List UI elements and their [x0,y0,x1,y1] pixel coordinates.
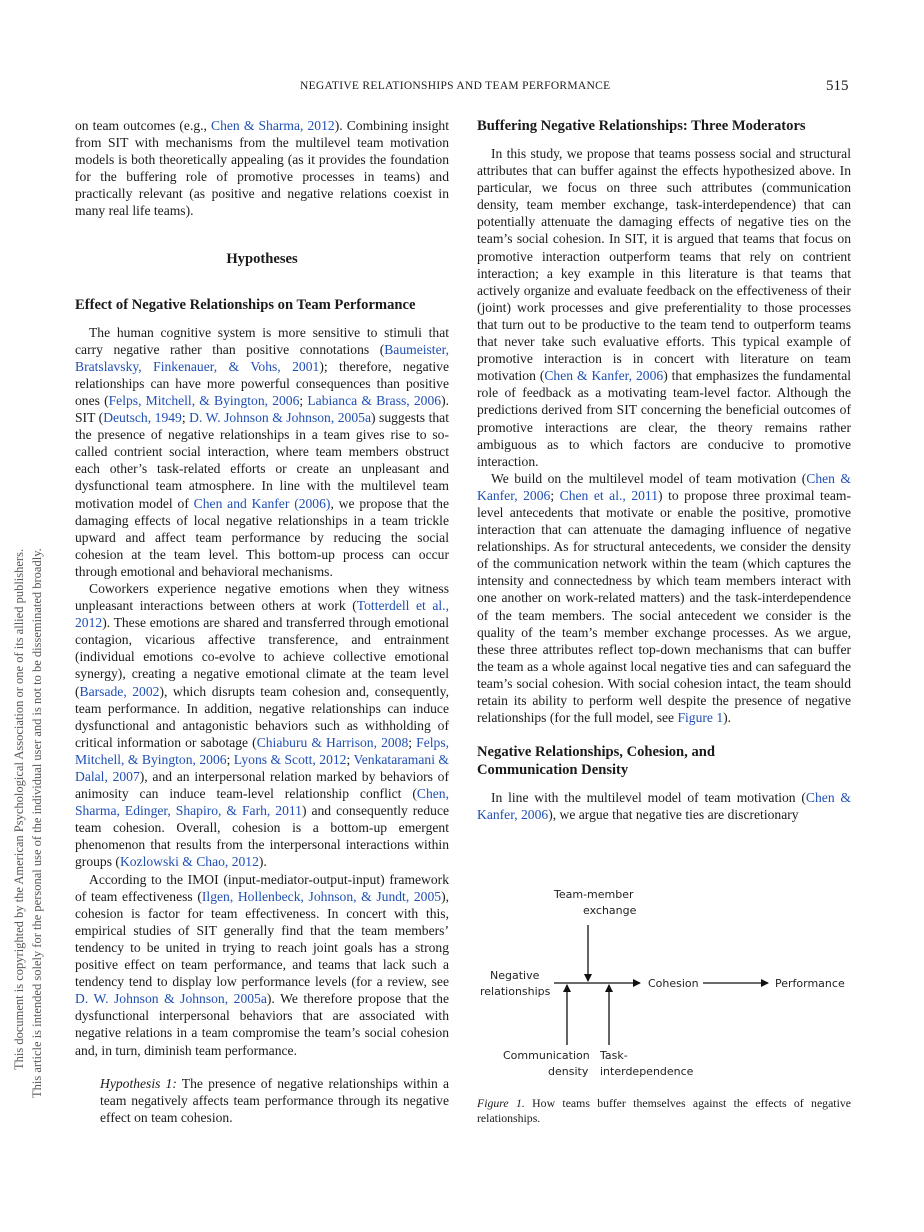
label-task-interdependence-line2: interdependence [600,1065,694,1078]
citation-link[interactable]: Deutsch, 1949 [103,410,182,426]
running-head: NEGATIVE RELATIONSHIPS AND TEAM PERFORMANCE [300,80,611,92]
citation-link[interactable]: Lyons & Scott, 2012 [233,751,347,767]
hypothesis-1 [75,1075,449,1126]
copyright-notice-line2: This article is intended solely for the personal use of the individual user and is not to be disseminated broadly. [30,548,44,1098]
heading-buffering-moderators: Buffering Negative Relationships: Three Moderators [477,118,806,134]
heading-cohesion-communication-density: Negative Relationships, Cohesion, and Communication Density [477,744,715,779]
heading-hypotheses: Hypotheses [226,250,298,267]
citation-link[interactable]: Kozlowski & Chao, 2012 [119,854,259,870]
paragraph-buffering-attributes: In this study, we propose that teams possess social and structural attributes that can buffer against the effects hypothesized above. In particular, we focus on three such attributes (communication density, team member exchange, task-interdependence) that can potentially attenuate the damaging effects of negative ties on the team’s social cohesion. In SIT, it is argued that teams that focus on promotive interaction outperform teams that rely on contrient interaction; a key example in this literature is that teams that actively organize and evaluate feedback on the effectiveness of their (joint) work processes and give preferentiality to those processes that turn out to be productive to the team tend to outperform teams that never take such evaluative efforts. This typical example of promotive interaction is in concert with literature on team motivation (Chen & Kanfer, 2006) that emphasizes the fundamental role of feedback as a motivating team-level factor. Although the predictions derived from SIT concerning the beneficial outcomes of promotive interactions are clear, the theory remains rather ambiguous as to which factors are conducive to promotive interaction. [477,146,852,469]
citation-link[interactable]: Baumeister, Bratslavsky, Finkenauer, & Vohs, 2001 [75,341,449,374]
label-task-interdependence-line1: Task- [600,1049,628,1062]
citation-link[interactable]: Labianca & Brass, 2006 [307,392,442,408]
paragraph-cognitive-system: The human cognitive system is more sensitive to stimuli that carry negative rather than positive connotations (Baumeister, Bratslavsky, Finkenauer, & Vohs, 2001); therefore, negative relationships can have more powerful consequences than positive ones (Felps, Mitchell, & Byington, 2006; Labianca & Brass, 2006). SIT (Deutsch, 1949; D. W. Johnson & Johnson, 2005a) suggests that the presence of negative relationships in a team gives rise to so-called contrient social interaction, where team members obstruct each other’s task-related efforts or create an unpleasant and dysfunctional team atmosphere. In line with the multilevel team motivation model of Chen and Kanfer (2006), we propose that the damaging effects of local negative relationships in a team trickle upward and affect team performance by reducing the social cohesion at the team level. This bottom-up process can occur through emotional and behavioral mechanisms. [75,324,449,579]
citation-link[interactable]: Barsade, 2002 [79,683,160,699]
citation-link[interactable]: Ilgen, Hollenbeck, Johnson, & Jundt, 2005 [201,888,442,904]
citation-link[interactable]: Chen, Sharma, Edinger, Shapiro, & Farh, 2011 [75,786,449,819]
hypothesis-1-text: The presence of negative relationships within a team negatively affects team performance through its negative effect on team cohesion. [100,1075,449,1125]
label-performance: Performance [775,977,845,990]
label-negative-relationships-line1: Negative [490,969,540,982]
citation-link[interactable]: Chen & Kanfer, 2006 [477,790,851,823]
paragraph-imoi-framework: According to the IMOI (input-mediator-output-input) framework of team effectiveness (Ilgen, Hollenbeck, Johnson, & Jundt, 2005), cohesion is factor for team effectiveness. In concert with this, empirical studies of SIT generally find that the team members’ tendency to be united in trying to reach joint goals has a strong positive effect on team performance, and teams that lack such a tendency tend to display low performance levels (for a review, see D. W. Johnson & Johnson, 2005a). We therefore propose that the dysfunctional interpersonal behaviors that are associated with negative relations in a team compromise the team’s social cohesion and, in turn, diminish team performance. [75,871,450,1058]
citation-link[interactable]: D. W. Johnson & Johnson, 2005a [189,410,371,426]
label-team-member-exchange-line2: exchange [583,904,637,917]
paragraph-coworkers-emotions: Coworkers experience negative emotions when they witness unpleasant interactions between others at work (Totterdell et al., 2012). These emotions are shared and transferred through emotional contagion, vicarious affective transference, and entrainment (individual emotions co-evolve to achieve collective emotional synergy), creating a negative emotional climate at the team level (Barsade, 2002), which disrupts team cohesion and, consequently, team performance. In addition, negative relationships can induce dysfunctional and antagonistic behaviors such as withholding of critical information or sabotage (Chiaburu & Harrison, 2008; Felps, Mitchell, & Byington, 2006; Lyons & Scott, 2012; Venkataramani & Dalal, 2007), and an interpersonal relation marked by behaviors of animosity can induce team-level relationship conflict (Chen, Sharma, Edinger, Shapiro, & Farh, 2011) and consequently reduce team cohesion. Overall, cohesion is a bottom-up emergent phenomenon that results from the interpersonal interactions within groups (Kozlowski & Chao, 2012). [75,580,450,870]
citation-link[interactable]: Chen and Kanfer (2006) [193,495,331,511]
figure-1-caption-text: How teams buffer themselves against the effects of negative relationships. [477,1096,852,1125]
citation-link[interactable]: Venkataramani & Dalal, 2007 [75,751,449,784]
label-communication-density-line2: density [548,1065,589,1078]
citation-link[interactable]: Chiaburu & Harrison, 2008 [256,734,409,750]
figure-1-model-diagram [477,880,851,1090]
label-negative-relationships-line2: relationships [480,985,551,998]
citation-link[interactable]: Chen & Sharma, 2012 [211,118,335,133]
citation-link[interactable]: Chen & Kanfer, 2006 [544,368,664,384]
label-cohesion: Cohesion [648,977,699,990]
paragraph-negative-ties: In line with the multilevel model of team motivation (Chen & Kanfer, 2006), we argue that negative ties are discretionary [477,790,851,823]
copyright-notice-line1: This document is copyrighted by the American Psychological Association or one of its allied publishers. [12,548,26,1070]
citation-link[interactable]: Chen & Kanfer, 2006 [477,470,851,503]
citation-link[interactable]: Felps, Mitchell, & Byington, 2006 [75,734,450,767]
citation-link[interactable]: D. W. Johnson & Johnson, 2005a [75,991,267,1007]
citation-link[interactable]: Totterdell et al., 2012 [75,598,449,631]
right-column [477,117,851,823]
citation-link[interactable]: Felps, Mitchell, & Byington, 2006 [108,392,300,408]
paragraph-multilevel-model: We build on the multilevel model of team motivation (Chen & Kanfer, 2006; Chen et al., 2011) to propose three proximal team-level antecedents that motivate or enable the positive, promotive interaction that can attenuate the damaging influence of negative relationships. As for structural antecedents, we consider the density of the communication network within the team (which captures the intensity and connectedness by which team members interact with one another on work-related matters) and the task-interdependence of the team members. The social antecedent we consider is the quality of the team’s member exchange processes. As we argue, these three attributes reflect top-down mechanisms that can buffer the team as a whole against local negative ties and can safeguard the team’s social cohesion. With social cohesion intact, the team should retain its ability to perform well despite the presence of negative relationships (for the full model, see Figure 1). [477,470,851,726]
figure-1-caption [477,1096,851,1126]
heading-effect-negative-relationships: Effect of Negative Relationships on Team Performance [75,296,416,313]
label-team-member-exchange-line1: Team-member [554,888,634,901]
label-communication-density-line1: Communication [503,1049,590,1062]
hypothesis-1-label: Hypothesis 1: [100,1075,177,1091]
citation-link[interactable]: Chen et al., 2011 [559,487,659,503]
page-number: 515 [826,78,849,94]
citation-link[interactable]: Figure 1 [677,710,724,726]
paragraph-intro-end: on team outcomes (e.g., Chen & Sharma, 2012). Combining insight from SIT with mechanisms from the multilevel team motivation models is both theoretically appealing (as it provides the foundation for the buffering role of promotive processes in teams) and practically relevant (as positive and negative relations coexist in many real life teams). [75,118,449,219]
left-column [75,117,449,1126]
figure-1-caption-label: Figure 1. [477,1096,525,1110]
